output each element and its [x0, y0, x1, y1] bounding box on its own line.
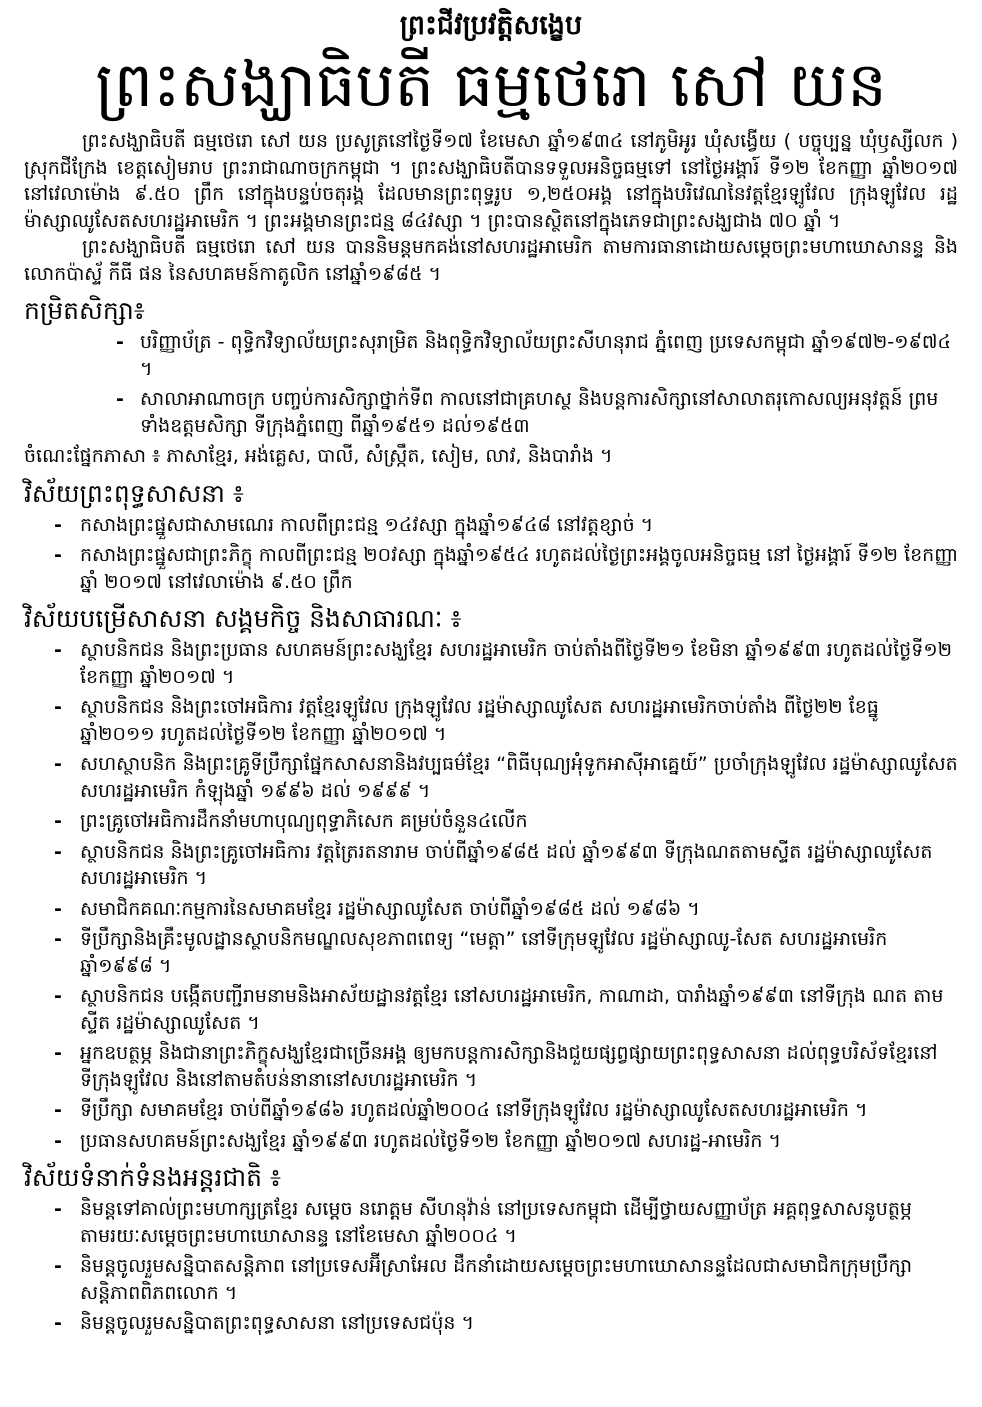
list-item-text: និមន្តទៅគាល់ព្រះមហាក្សត្រខ្មែរ សម្តេច នរោត្តម សីហនុវ៉ាន់ នៅប្រទេសកម្ពុជា ដើម្បីថ្វាយសញ្ញាប័ត្រ អគ្គពុទ្ធសាសនូបត្ថម្ភ តាមរយៈសម្តេចព្រះមហាឃោសានន្ទ នៅខែមេសា ឆ្នាំ២០០៤ ។	[80, 1198, 912, 1247]
bullet-icon: -	[54, 544, 62, 566]
section-heading-international: វិស័យទំនាក់ទំនងអន្តរជាតិ ៖	[24, 1163, 281, 1192]
bullet-icon: -	[54, 753, 62, 775]
list-item	[24, 1253, 958, 1306]
list-item-text: សមាជិកគណៈកម្មការនៃសមាគមខ្មែរ រដ្ឋម៉ាស្សាឈូសែត ចាប់ពីឆ្នាំ១៩៨៥ ដល់ ១៩៨៦ ។	[80, 897, 700, 920]
section-heading-education: កម្រិតសិក្សា៖	[24, 296, 145, 325]
list-item-text: ស្ថាបនិកជន និងព្រះប្រធាន សហគមន៍ព្រះសង្ឃខ្មែរ សហរដ្ឋអាមេរិក ចាប់តាំងពីថ្ងៃទី២១ ខែមិនា ឆ្នាំ១៩៩៣ រហូតដល់ថ្ងៃទី១២ ខែកញ្ញា ឆ្នាំ២០១៧ ។	[80, 639, 953, 688]
list-item-text: ទីប្រឹក្សានិងគ្រឹះមូលដ្ឋានស្ថាបនិកមណ្ឌលសុខភាពពេទ្យ “មេត្តា” នៅទីក្រុមឡូវែល រដ្ឋម៉ាស្សាឈូ-សែត សហរដ្ឋអាមេរិក ឆ្នាំ១៩៩៨ ។	[80, 928, 888, 977]
bullet-icon: -	[54, 639, 62, 661]
list-item	[24, 1310, 958, 1337]
bullet-icon: -	[116, 331, 124, 353]
bullet-icon: -	[54, 928, 62, 950]
section-heading-buddhism: វិស័យព្រះពុទ្ធសាសនា ៖	[24, 478, 244, 508]
list-item-text: កសាងព្រះផ្នួសជាសាមណេរ កាលពីព្រះជន្ម ១៤វស្សា ក្នុងឆ្នាំ១៩៤៨ នៅវត្តខ្សាច់ ។	[80, 513, 654, 536]
list-item	[24, 694, 958, 747]
list-item-text: សហស្ថាបនិក និងព្រះគ្រូទីប្រឹក្សាផ្នែកសាសនានិងវប្បធម៌ខ្មែរ “ពិធីបុណ្យអុំទូកអាស៊ីអាគ្នេយ៍” ប្រចាំក្រុងឡូវែល រដ្ឋម៉ាស្សាឈូសែត សហរដ្ឋអាមេរិក កំឡុងឆ្នាំ ១៩៩៦ ដល់ ១៩៩៩ ។	[80, 753, 958, 802]
section-heading-service: វិស័យបម្រើសាសនា សង្គមកិច្ច និងសាធារណៈ ៖	[24, 604, 462, 633]
bullet-icon: -	[54, 897, 62, 920]
education-list	[24, 329, 958, 439]
list-item-text: កសាងព្រះផ្នួសជាព្រះភិក្ខុ កាលពីព្រះជន្ម ២០វស្សា ក្នុងឆ្នាំ១៩៥៤ រហូតដល់ថ្ងៃព្រះអង្គចូលអនិច្ចធម្ម នៅ ថ្ងៃអង្គារ៍ ទី១២ ខែកញ្ញា ឆ្នាំ ២០១៧ នៅវេលាម៉ោង ៩.៥០ ព្រឹក	[80, 544, 958, 593]
list-item-text: ស្ថាបនិកជន និងព្រះចៅអធិការ វត្តខ្មែរឡូវែល ក្រុងឡូវែល រដ្ឋម៉ាស្សាឈូសែត សហរដ្ឋអាមេរិកចាប់តាំង ពីថ្ងៃ២២ ខែធ្នូ ឆ្នាំ២០១១ រហូតដល់ថ្ងៃទី១២ ខែកញ្ញា ឆ្នាំ២០១៧ ។	[80, 696, 879, 745]
list-item	[24, 983, 958, 1036]
bullet-icon: -	[116, 388, 124, 410]
bullet-icon: -	[54, 1129, 62, 1152]
list-item-text: សាលាអាណាចក្រ បញ្ចប់ការសិក្សាថ្នាក់ទីព កាលនៅជាគ្រហស្ថ និងបន្តការសិក្សានៅសាលាតរុកោសល្យអនុវត្តន៍ ព្រមទាំងឧត្តមសិក្សា ទីក្រុងភ្នំពេញ ពីឆ្នាំ១៩៥១ ដល់១៩៥៣	[140, 388, 939, 437]
list-item	[24, 1128, 958, 1155]
bullet-icon: -	[54, 1099, 62, 1121]
document-subtitle: ព្រះជីវប្រវត្តិសង្ខេប	[399, 10, 583, 41]
list-item-text: ព្រះគ្រូចៅអធិការដឹកនាំមហាបុណ្យពុទ្ធាភិសេក គម្រប់ចំនួន៤លើក	[80, 810, 528, 832]
list-item-text: ទីប្រឹក្សា សមាគមខ្មែរ ចាប់ពីឆ្នាំ១៩៨៦ រហូតដល់ឆ្នាំ២០០៤ នៅទីក្រុងឡូវែល រដ្ឋម៉ាស្សាឈូសែតសហរដ្ឋអាមេរិក ។	[80, 1099, 868, 1121]
list-item	[24, 926, 958, 979]
list-item	[24, 1196, 958, 1249]
list-item-text: ប្រធានសហគមន៍ព្រះសង្ឃខ្មែរ ឆ្នាំ១៩៩៣ រហូតដល់ថ្ងៃទី១២ ខែកញ្ញា ឆ្នាំ២០១៧ សហរដ្ឋ-អាមេរិក ។	[80, 1129, 782, 1152]
list-item	[24, 512, 958, 539]
list-item-text: អ្នកឧបត្ថម្ភ និងជានាព្រះភិក្ខុសង្ឃខ្មែរជាច្រើនអង្គ ឲ្យមកបន្តការសិក្សានិងជួយផ្សព្វផ្សាយព្រះពុទ្ធសាសនា ដល់ពុទ្ធបរិស័ទខ្មែរនៅទីក្រុងឡូវែល និងនៅតាមតំបន់នានានៅសហរដ្ឋអាមេរិក ។	[80, 1042, 938, 1091]
list-item	[24, 637, 958, 690]
service-list	[24, 637, 958, 1154]
bullet-icon: -	[54, 1042, 62, 1064]
bullet-icon: -	[54, 840, 62, 863]
list-item	[24, 329, 958, 382]
list-item	[24, 896, 958, 923]
list-item	[24, 1097, 958, 1124]
bullet-icon: -	[54, 696, 62, 718]
bullet-icon: -	[54, 1255, 62, 1277]
document-title: ព្រះសង្ឃាធិបតី ធម្មថេរោ សៅ យន	[95, 48, 887, 121]
list-item-text: និមន្តចូលរួមសន្និបាតព្រះពុទ្ធសាសនា នៅប្រទេសជប៉ុន ។	[80, 1312, 475, 1334]
list-item-text: និមន្តចូលរួមសន្និបាតសន្តិភាព នៅប្រទេសអ៊ីស្រាអែល ដឹកនាំដោយសម្តេចព្រះមហាឃោសានន្ទដែលជាសមាជិកក្រុមប្រឹក្សាសន្តិភាពពិភពលោក ។	[80, 1255, 913, 1304]
list-item	[24, 839, 958, 892]
list-item	[24, 542, 958, 595]
bullet-icon: -	[54, 810, 62, 832]
buddhism-list	[24, 512, 958, 596]
intro-paragraph: ព្រះសង្ឃាធិបតី ធម្មថេរោ សៅ យន ប្រសូត្រនៅថ្ងៃទី១៧ ខែមេសា ឆ្នាំ១៩៣៤ នៅភូមិអូរ ឃុំសង្វើយ ( បច្ចុប្បន្ន ឃុំឫស្សីលក ) ស្រុកជីក្រែង ខេត្តសៀមរាប ព្រះរាជាណាចក្រកម្ពុជា ។ ព្រះសង្ឃាធិបតីបានទទួលអនិច្ចធម្មទៅ នៅថ្ងៃអង្គារ៍ ទី១២ ខែកញ្ញា ឆ្នាំ២០១៧ នៅវេលាម៉ោង ៩.៥០ ព្រឹក នៅក្នុងបន្ទប់ចតុរង្គ ដែលមានព្រះពុទ្ធរូប ១,២៥០អង្គ នៅក្នុងបរិវេណនៃវត្តខ្មែរឡូវែល ក្រុងឡូវែល រដ្ឋម៉ាស្សាឈូសែតសហរដ្ឋអាមេរិក ។ ព្រះអង្គមានព្រះជន្ម ៨៤វស្សា ។ ព្រះបានស្ថិតនៅក្នុងភេទជាព្រះសង្ឃជាង ៧០ ឆ្នាំ ។	[24, 130, 958, 232]
list-item-text: បរិញ្ញាប័ត្រ - ពុទ្ធិកវិទ្យាល័យព្រះសុរាម្រិត និងពុទ្ធិកវិទ្យាល័យព្រះសីហនុរាជ ភ្នំពេញ ប្រទេសកម្ពុជា ឆ្នាំ១៩៧២-១៩៧៤ ។	[140, 331, 951, 380]
list-item	[24, 751, 958, 804]
list-item	[24, 386, 958, 439]
bullet-icon: -	[54, 1198, 62, 1220]
list-item-text: ស្ថាបនិកជន និងព្រះគ្រូចៅអធិការ វត្តត្រៃរតនារាម ចាប់ពីឆ្នាំ១៩៨៥ ដល់ ឆ្នាំ១៩៩៣ ទីក្រុងណតតាមស្ទីត រដ្ឋម៉ាស្សាឈូសែត សហរដ្ឋអាមេរិក ។	[80, 840, 933, 889]
bullet-icon: -	[54, 513, 62, 536]
intro-paragraph: ព្រះសង្ឃាធិបតី ធម្មថេរោ សៅ យន បាននិមន្តមកគង់នៅសហរដ្ឋអាមេរិក តាមការធានាដោយសម្តេចព្រះមហាឃោសានន្ទ និងលោកប៉ាស្ទ័ កីធី ផន នៃសហគមន៍កាតូលិក នៅឆ្នាំ១៩៨៥ ។	[24, 236, 958, 285]
bullet-icon: -	[54, 1312, 62, 1334]
bullet-icon: -	[54, 985, 62, 1007]
international-list	[24, 1196, 958, 1337]
languages-line: ចំណេះផ្នែកភាសា ៖ ភាសាខ្មែរ, អង់គ្លេស, បាលី, សំស្ក្រឹត, សៀម, លាវ, និងបារាំង ។	[24, 445, 613, 467]
list-item-text: ស្ថាបនិកជន បង្កើតបញ្ជីរាមនាមនិងអាស័យដ្ឋានវត្តខ្មែរ នៅសហរដ្ឋអាមេរិក, កាណាដា, បារាំងឆ្នាំ១៩៩៣ នៅទីក្រុង ណត តាមស្ទីត រដ្ឋម៉ាស្សាឈូសែត ។	[80, 985, 944, 1034]
list-item	[24, 1040, 958, 1093]
list-item	[24, 808, 958, 835]
